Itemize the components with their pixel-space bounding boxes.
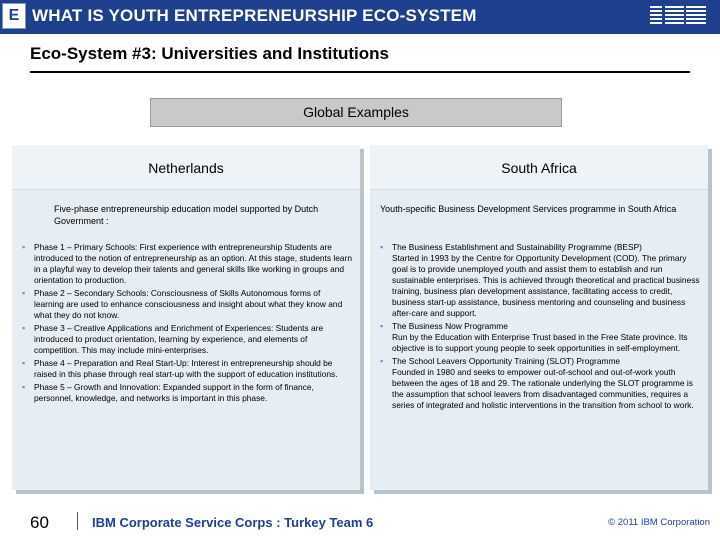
- bullet-heading: The Business Establishment and Sustainability Programme (BESP): [392, 242, 642, 252]
- bullet-icon: ▪: [22, 358, 26, 368]
- netherlands-bullet-list: [22, 242, 352, 406]
- bullet-icon: ▪: [22, 242, 26, 252]
- list-item: [380, 242, 700, 319]
- list-item: [22, 358, 352, 380]
- bullet-icon: ▪: [22, 323, 26, 333]
- netherlands-panel: [12, 145, 360, 490]
- bullet-icon: ▪: [22, 382, 26, 392]
- netherlands-title: Netherlands: [148, 160, 224, 176]
- bullet-description: Started in 1993 by the Centre for Opportunity Development (COD). The primary goal is to provide unemployed youth and assist them to establish and run sustainable enterprises. This is achieved through theoretical and practical business training, business plan development assistance, facilitating access to credit, business start-up assistance, business mentoring and counseling and business after-care and support.: [392, 253, 700, 318]
- footer-divider: [77, 512, 78, 530]
- title-divider: [30, 71, 690, 73]
- bullet-text: Phase 5 – Growth and Innovation: Expanded support in the form of finance, personnel, knowledge, and networks is important in this phase.: [34, 382, 314, 403]
- section-badge: E: [2, 3, 26, 29]
- bullet-description: Run by the Education with Enterprise Trust based in the Free State province. Its objective is to support young people to seek opportunities in self-employment.: [392, 332, 688, 353]
- bullet-icon: ▪: [380, 356, 384, 366]
- bullet-heading: The Business Now Programme: [392, 321, 508, 331]
- panel-header: [12, 145, 360, 190]
- south-africa-bullet-list: [380, 242, 700, 413]
- south-africa-panel: [370, 145, 708, 490]
- bullet-icon: ▪: [22, 288, 26, 298]
- bullet-heading: The School Leavers Opportunity Training (SLOT) Programme: [392, 356, 621, 366]
- bullet-text: Phase 4 – Preparation and Real Start-Up: Interest in entrepreneurship should be raised in this phase through real start-up with the support of education institutions.: [34, 358, 338, 379]
- bullet-text: Phase 3 – Creative Applications and Enrichment of Experiences: Students are introduced to product orientation, learning by experience, and elements of competition. This may include mini-enterprises.: [34, 323, 324, 355]
- list-item: [380, 356, 700, 411]
- bullet-icon: ▪: [380, 242, 384, 252]
- ibm-logo-icon: [650, 5, 706, 27]
- bullet-description: Founded in 1980 and seeks to empower out-of-school and out-of-work youth between the ages of 18 and 29. The rationale underlying the SLOT programme is the assumption that school leavers from disadvantaged communities, requires a series of integrated and holistic interventions in the transition from school to work.: [392, 367, 694, 410]
- footer-copyright: © 2011 IBM Corporation: [608, 517, 710, 528]
- header-bar: [0, 0, 720, 34]
- global-examples-banner: Global Examples: [150, 98, 562, 127]
- list-item: [22, 382, 352, 404]
- bullet-text: Phase 1 – Primary Schools: First experience with entrepreneurship Students are introduced to the notion of entrepreneurship as an option. At this stage, students learn in a playful way to develop their talents and general skills like working in groups and orientation to production.: [34, 242, 352, 285]
- bullet-text: Phase 2 – Secondary Schools: Consciousness of Skills Autonomous forms of learning are used to enhance consciousness and insight about what they know and what they do not know.: [34, 288, 343, 320]
- slide-header-title: WHAT IS YOUTH ENTREPRENEURSHIP ECO-SYSTEM: [32, 6, 477, 25]
- page-title: Eco-System #3: Universities and Institutions: [30, 44, 389, 63]
- netherlands-intro: Five-phase entrepreneurship education model supported by Dutch Government :: [54, 204, 319, 226]
- south-africa-title: South Africa: [501, 160, 577, 176]
- list-item: [380, 321, 700, 354]
- footer-team: IBM Corporate Service Corps : Turkey Team 6: [92, 515, 374, 530]
- page-number: 60: [30, 513, 49, 532]
- list-item: [22, 242, 352, 286]
- bullet-icon: ▪: [380, 321, 384, 331]
- south-africa-intro: Youth-specific Business Development Services programme in South Africa: [380, 204, 677, 214]
- list-item: [22, 288, 352, 321]
- panel-header: [370, 145, 708, 190]
- list-item: [22, 323, 352, 356]
